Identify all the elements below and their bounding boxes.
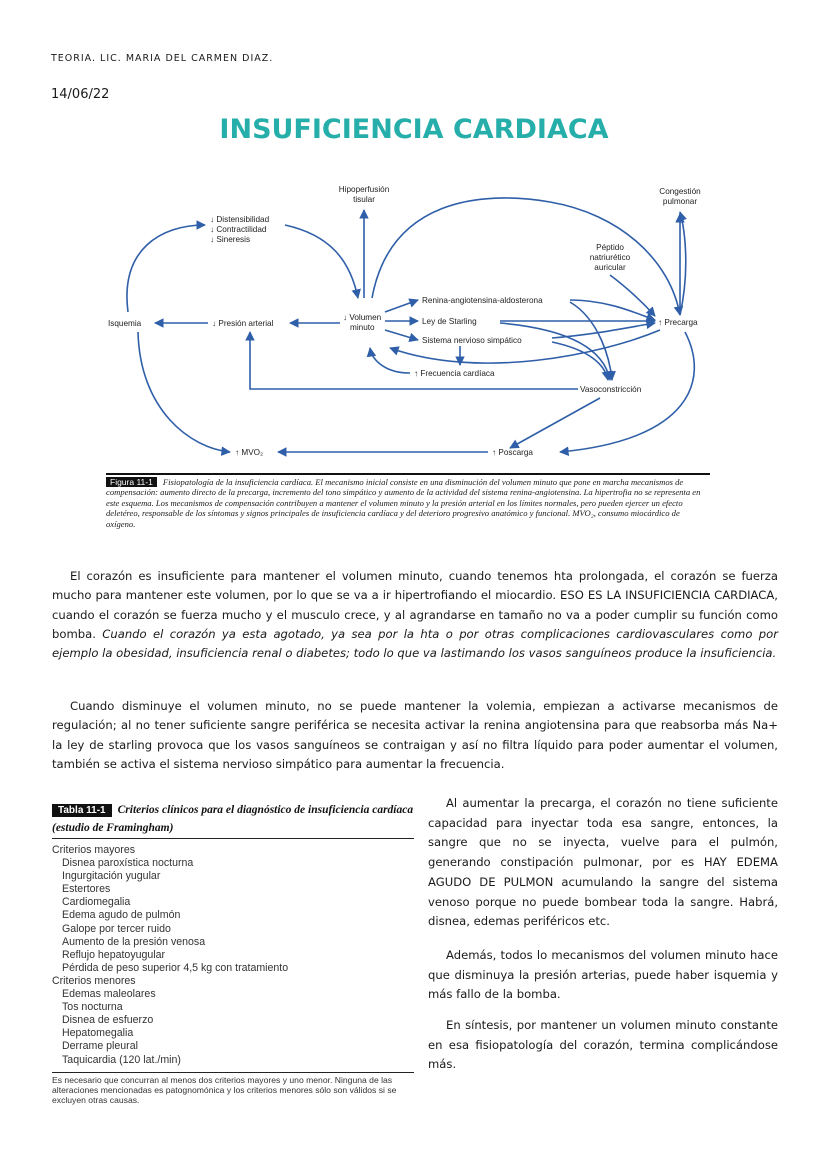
right-paragraph-1-text: Al aumentar la precarga, el corazón no tiene suficiente capacidad para inyectar toda esa sangre, entonces, la sangre que no se inyecta, vuelve para el pulmón, generando constipación pulmonar, por es HAY EDEMA AGUDO DE PULMON acumulando la sangre del sistema venoso porque no puede bombear toda la sangre. Habrá, disnea, edemas periféricos etc. [428,796,778,929]
arrow-vol-renina [385,300,418,312]
framingham-table [52,800,414,1106]
svg-text:natriurético: natriurético [589,253,631,262]
arrow-precarga-vol [390,330,660,363]
table-row: Aumento de la presión venosa [62,935,206,948]
node-frecuencia: ↑ Frecuencia cardíaca [414,369,495,378]
svg-text:↓ Sineresis: ↓ Sineresis [210,235,251,244]
table-title: Criterios clínicos para el diagnóstico de insuficiencia cardíaca (estudio de Framingham) [52,804,414,834]
svg-text:auricular: auricular [594,263,626,272]
table-row: Estertores [62,883,111,896]
date: 14/06/22 [51,87,110,102]
node-starling: Ley de Starling [422,317,477,326]
table-row: Pérdida de peso superior 4,5 kg con tratamiento [62,961,289,974]
arrow-simpatico-vaso [552,342,608,380]
table-row: Edema agudo de pulmón [62,909,181,922]
table-header [52,800,414,839]
table-label: Tabla 11-1 [52,804,112,817]
figure-caption [106,473,710,529]
table-row: Disnea paroxística nocturna [62,857,194,870]
node-isquemia: Isquemia [108,319,142,328]
table-body [52,839,414,1073]
node-congestion [659,187,701,206]
paragraph-2-text: Cuando disminuye el volumen minuto, no se puede mantener la volemia, empiezan a activarse mecanismos de regulación; al no tener suficiente sangre periférica se necesita activar la renina angiotensina para que reabsorba más Na+ la ley de starling provoca que los vasos sanguíneos se contraigan y así no filtra líquido para poder aumentar el volumen, también se activa el sistema nervioso simpático para aumentar la frecuencia. [52,699,778,771]
table-row: Taquicardia (120 lat./min) [62,1053,181,1066]
table-row: Galope por tercer ruido [62,922,171,935]
node-poscarga: ↑ Poscarga [492,448,533,457]
right-paragraph-3 [428,1016,778,1075]
paragraph-1 [52,567,778,663]
right-paragraph-1 [428,794,778,932]
paragraph-1-italic: Cuando el corazón ya esta agotado, ya sea por la hta o por otras complicaciones cardiovasculares como por ejemplo la obesidad, insuficiencia renal o diabetes; todo lo que va lastimando los vasos sanguíneos produce la insuficiencia. [52,626,779,661]
node-precarga: ↑ Precarga [658,318,698,327]
arrow-peptido-precarga [610,275,655,316]
table-row: Edemas maleolares [62,988,156,1001]
table-footnote: Es necesario que concurran al menos dos criterios mayores y uno menor. Ninguna de las alteraciones mencionadas es patognomónica y los criterios menores sólo son válidos si se excluyen otras causas. [52,1074,397,1106]
node-mvo2: ↑ MVO₂ [235,448,264,457]
minor-heading: Criterios menores [52,974,136,987]
arrow-starling-vaso [500,323,610,380]
table-row: Cardiomegalia [62,896,131,909]
table-row: Derrame pleural [62,1040,138,1053]
arrow-vol-simpatico [385,330,418,340]
table-row: Reflujo hepatoyugular [62,948,166,961]
table-row: Hepatomegalia [62,1027,134,1040]
svg-text:Congestión: Congestión [659,187,701,196]
arrow-isquemia-mvo2 [138,332,230,452]
svg-text:↓ Volumen: ↓ Volumen [343,313,382,322]
figure-label: Figura 11-1 [106,477,157,487]
table-row: Tos nocturna [62,1001,123,1014]
node-peptido [590,243,631,272]
arrow-isquemia-distensibilidad [127,225,205,312]
node-renina: Renina-angiotensina-aldosterona [422,296,543,305]
node-volumen [343,313,382,332]
right-paragraph-2-text: Además, todos lo mecanismos del volumen minuto hace que disminuya la presión arterias, puede haber isquemia y más fallo de la bomba. [428,948,778,1002]
pathophysiology-diagram [100,180,720,470]
right-paragraph-2 [428,946,778,1005]
svg-text:Péptido: Péptido [596,243,624,252]
node-simpatico: Sistema nervioso simpático [422,336,522,345]
arrow-distensibilidad-vol [285,225,358,298]
paragraph-2 [52,697,778,774]
major-heading: Criterios mayores [52,844,136,856]
paragraph-1-normal: El corazón es insuficiente para mantener el volumen minuto, cuando tenemos hta prolongada, el corazón se fuerza mucho para mantener este volumen, por lo que se va a ir hipertrofiando el miocardio. ESO ES LA INSUFICIENCIA CARDIACA, cuando el corazón se fuerza mucho y el musculo crece, y al agrandarse en tamaño no va a poder cumplir su función como bomba. [52,569,778,641]
page-title: INSUFICIENCIA CARDIACA [219,114,609,145]
svg-text:pulmonar: pulmonar [662,197,698,206]
svg-text:tisular: tisular [353,195,375,204]
arrow-simpatico-precarga [552,323,655,338]
svg-text:minuto: minuto [350,323,375,332]
author-header: TEORIA. LIC. MARIA DEL CARMEN DIAZ. [51,53,274,64]
table-row: Ingurgitación yugular [62,870,161,883]
table-row: Disnea de esfuerzo [62,1014,154,1027]
node-vasoconstriccion: Vasoconstricción [580,385,642,394]
node-distensibilidad [210,215,270,244]
right-paragraph-3-text: En síntesis, por mantener un volumen minuto constante en esa fisiopatología del corazón, termina complicándose más. [428,1018,778,1072]
svg-text:↓ Contractilidad: ↓ Contractilidad [210,225,267,234]
svg-text:↓ Distensibilidad: ↓ Distensibilidad [210,215,270,224]
node-hipoperfusion [339,185,390,204]
svg-text:Hipoperfusión: Hipoperfusión [338,185,390,194]
node-presion: ↓ Presión arterial [212,319,274,328]
arrow-vaso-poscarga [510,398,600,448]
figure-caption-text: Fisiopatología de la insuficiencia cardíaca. El mecanismo inicial consiste en una disminución del volumen minuto que pone en marcha mecanismos de compensación: aumento directo de la precarga, incremento del tono simpático y aumento de la actividad del sistema renina-angiotensina. La hipertrofia no se representa en este esquema. Los mecanismos de compensación contribuyen a mantener el volumen minuto y la presión arterial en los límites normales, pero pueden ejercer un efecto deletéreo, responsable de los síntomas y signos principales de insuficiencia cardíaca y del deterioro progresivo anatómico y funcional. MVO₂, consumo miocárdico de oxígeno. [106,477,701,529]
